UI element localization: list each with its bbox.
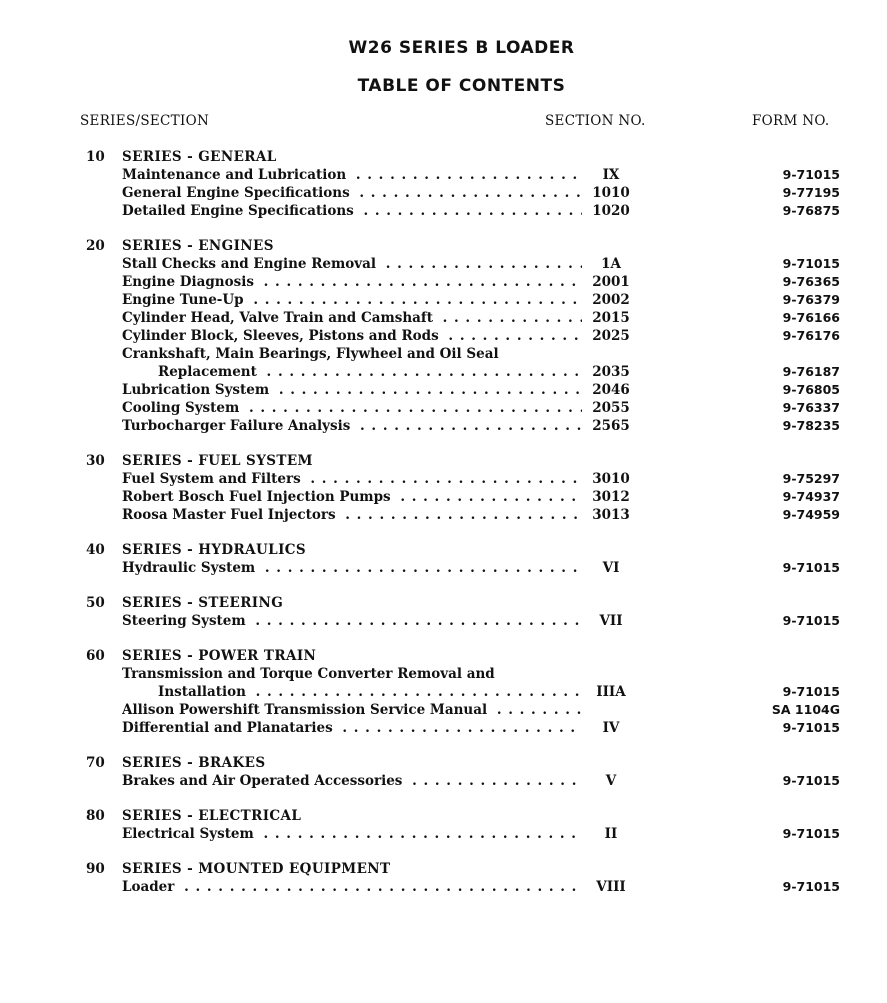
section-number: 2055 xyxy=(592,400,630,416)
entry-title xyxy=(122,184,582,202)
form-number: 9-75297 xyxy=(782,471,840,486)
form-number: 9-71015 xyxy=(782,560,840,575)
toc-entry xyxy=(0,273,887,291)
section-number: 2046 xyxy=(592,382,630,398)
series-number: 70 xyxy=(86,755,105,771)
toc-entry xyxy=(0,202,887,220)
entry-title-label: Cylinder Head, Valve Train and Camshaft xyxy=(122,310,437,326)
form-number: 9-76875 xyxy=(782,203,840,218)
section-number: 1A xyxy=(601,256,621,272)
entry-title xyxy=(122,559,582,577)
entry-title xyxy=(158,363,582,381)
column-header-section: SECTION NO. xyxy=(545,113,646,129)
form-number: 9-71015 xyxy=(782,773,840,788)
page-subtitle: TABLE OF CONTENTS xyxy=(357,76,566,96)
series-number: 50 xyxy=(86,595,105,611)
entry-title xyxy=(122,255,582,273)
series-heading-row xyxy=(0,237,887,255)
series-heading: SERIES - HYDRAULICS xyxy=(122,542,307,558)
toc-entry xyxy=(0,701,887,719)
series-heading: SERIES - ENGINES xyxy=(122,238,274,254)
series-heading: SERIES - BRAKES xyxy=(122,755,266,771)
form-number: 9-76379 xyxy=(782,292,840,307)
form-number: 9-71015 xyxy=(782,720,840,735)
series-number: 90 xyxy=(86,861,105,877)
entry-title-label: Turbocharger Failure Analysis xyxy=(122,418,354,434)
toc-entry xyxy=(0,327,887,345)
toc-entry xyxy=(0,166,887,184)
series-group xyxy=(0,594,887,630)
toc-entry xyxy=(0,399,887,417)
entry-title-label: Transmission and Torque Converter Removal and xyxy=(122,666,499,682)
entry-title-label: Robert Bosch Fuel Injection Pumps xyxy=(122,489,395,505)
toc-entry xyxy=(0,683,887,701)
series-number: 80 xyxy=(86,808,105,824)
section-number: IV xyxy=(602,720,620,736)
form-number: 9-76337 xyxy=(782,400,840,415)
series-group xyxy=(0,860,887,896)
form-number: 9-76365 xyxy=(782,274,840,289)
table-of-contents xyxy=(0,148,887,913)
entry-title-label: Installation xyxy=(158,684,250,700)
entry-title xyxy=(122,202,582,220)
entry-title-label: Replacement xyxy=(158,364,261,380)
entry-title-label: Steering System xyxy=(122,613,250,629)
toc-entry xyxy=(0,291,887,309)
entry-title xyxy=(122,345,582,363)
toc-entry xyxy=(0,363,887,381)
column-header-series: SERIES/SECTION xyxy=(80,113,210,129)
toc-entry xyxy=(0,719,887,737)
section-number: 2002 xyxy=(592,292,630,308)
toc-entry xyxy=(0,772,887,790)
toc-entry xyxy=(0,488,887,506)
entry-title xyxy=(122,772,582,790)
entry-title xyxy=(122,291,582,309)
toc-entry xyxy=(0,184,887,202)
series-heading: SERIES - POWER TRAIN xyxy=(122,648,317,664)
form-number: 9-76187 xyxy=(782,364,840,379)
series-group xyxy=(0,452,887,524)
form-number: 9-71015 xyxy=(782,167,840,182)
section-number: VIII xyxy=(596,879,626,895)
series-group xyxy=(0,148,887,220)
form-number: 9-71015 xyxy=(782,826,840,841)
section-number: 2015 xyxy=(592,310,630,326)
series-heading-row xyxy=(0,541,887,559)
entry-title xyxy=(122,470,582,488)
series-heading-row xyxy=(0,452,887,470)
entry-title-label: Electrical System xyxy=(122,826,258,842)
section-number: IIIA xyxy=(596,684,626,700)
entry-title xyxy=(122,825,582,843)
toc-entry xyxy=(0,559,887,577)
entry-title xyxy=(122,506,582,524)
series-heading-row xyxy=(0,594,887,612)
series-heading-row xyxy=(0,754,887,772)
form-number: 9-76176 xyxy=(782,328,840,343)
entry-title-label: Hydraulic System xyxy=(122,560,259,576)
entry-title xyxy=(122,309,582,327)
form-number: SA 1104G xyxy=(771,702,840,717)
form-number: 9-71015 xyxy=(782,879,840,894)
entry-title-label: Detailed Engine Specifications xyxy=(122,203,358,219)
series-group xyxy=(0,647,887,737)
entry-title xyxy=(122,719,582,737)
entry-title xyxy=(122,273,582,291)
entry-title-label: Crankshaft, Main Bearings, Flywheel and Oil Seal xyxy=(122,346,503,362)
series-group xyxy=(0,807,887,843)
entry-title xyxy=(158,683,582,701)
entry-title xyxy=(122,417,582,435)
page-title: W26 SERIES B LOADER xyxy=(348,38,575,58)
entry-title-label: Differential and Planataries xyxy=(122,720,337,736)
toc-entry xyxy=(0,309,887,327)
form-number: 9-77195 xyxy=(782,185,840,200)
entry-title-label: Engine Diagnosis xyxy=(122,274,258,290)
section-number: II xyxy=(604,826,618,842)
section-number: 3012 xyxy=(592,489,630,505)
section-number: 1020 xyxy=(592,203,630,219)
entry-title xyxy=(122,399,582,417)
section-number: 1010 xyxy=(592,185,630,201)
form-number: 9-78235 xyxy=(782,418,840,433)
entry-title-label: General Engine Specifications xyxy=(122,185,354,201)
entry-title xyxy=(122,488,582,506)
section-number: 2025 xyxy=(592,328,630,344)
column-header-form: FORM NO. xyxy=(752,113,830,129)
series-number: 40 xyxy=(86,542,105,558)
series-heading-row xyxy=(0,647,887,665)
entry-title xyxy=(122,878,582,896)
toc-entry xyxy=(0,470,887,488)
entry-title xyxy=(122,327,582,345)
form-number: 9-74937 xyxy=(782,489,840,504)
form-number: 9-74959 xyxy=(782,507,840,522)
section-number: VII xyxy=(599,613,623,629)
series-heading: SERIES - GENERAL xyxy=(122,149,277,165)
toc-entry xyxy=(0,878,887,896)
entry-title xyxy=(122,612,582,630)
entry-title xyxy=(122,665,582,683)
section-number: 3013 xyxy=(592,507,630,523)
toc-entry xyxy=(0,506,887,524)
series-group xyxy=(0,541,887,577)
series-heading: SERIES - MOUNTED EQUIPMENT xyxy=(122,861,391,877)
entry-title-label: Loader xyxy=(122,879,178,895)
form-number: 9-71015 xyxy=(782,684,840,699)
entry-title-label: Roosa Master Fuel Injectors xyxy=(122,507,340,523)
toc-entry xyxy=(0,255,887,273)
series-group xyxy=(0,237,887,435)
form-number: 9-71015 xyxy=(782,613,840,628)
toc-entry xyxy=(0,417,887,435)
section-number: 2001 xyxy=(592,274,630,290)
section-number: V xyxy=(605,773,617,789)
entry-title-label: Fuel System and Filters xyxy=(122,471,305,487)
toc-entry xyxy=(0,345,887,363)
toc-entry xyxy=(0,665,887,683)
series-heading: SERIES - STEERING xyxy=(122,595,284,611)
entry-title-label: Stall Checks and Engine Removal xyxy=(122,256,380,272)
series-heading: SERIES - ELECTRICAL xyxy=(122,808,302,824)
toc-entry xyxy=(0,612,887,630)
entry-title-label: Cylinder Block, Sleeves, Pistons and Rods xyxy=(122,328,443,344)
entry-title-label: Allison Powershift Transmission Service Manual xyxy=(122,702,491,718)
section-number: 3010 xyxy=(592,471,630,487)
section-number: IX xyxy=(602,167,620,183)
series-heading: SERIES - FUEL SYSTEM xyxy=(122,453,313,469)
series-number: 30 xyxy=(86,453,105,469)
entry-title-label: Cooling System xyxy=(122,400,243,416)
entry-title-label: Engine Tune-Up xyxy=(122,292,248,308)
form-number: 9-76805 xyxy=(782,382,840,397)
section-number: VI xyxy=(602,560,620,576)
toc-entry xyxy=(0,825,887,843)
series-group xyxy=(0,754,887,790)
section-number: 2565 xyxy=(592,418,630,434)
toc-entry xyxy=(0,381,887,399)
series-heading-row xyxy=(0,148,887,166)
entry-title xyxy=(122,701,582,719)
series-number: 60 xyxy=(86,648,105,664)
series-heading-row xyxy=(0,860,887,878)
entry-title-label: Lubrication System xyxy=(122,382,273,398)
entry-title xyxy=(122,166,582,184)
section-number: 2035 xyxy=(592,364,630,380)
series-number: 20 xyxy=(86,238,105,254)
form-number: 9-71015 xyxy=(782,256,840,271)
series-heading-row xyxy=(0,807,887,825)
entry-title xyxy=(122,381,582,399)
entry-title-label: Maintenance and Lubrication xyxy=(122,167,350,183)
form-number: 9-76166 xyxy=(782,310,840,325)
entry-title-label: Brakes and Air Operated Accessories xyxy=(122,773,406,789)
series-number: 10 xyxy=(86,149,105,165)
